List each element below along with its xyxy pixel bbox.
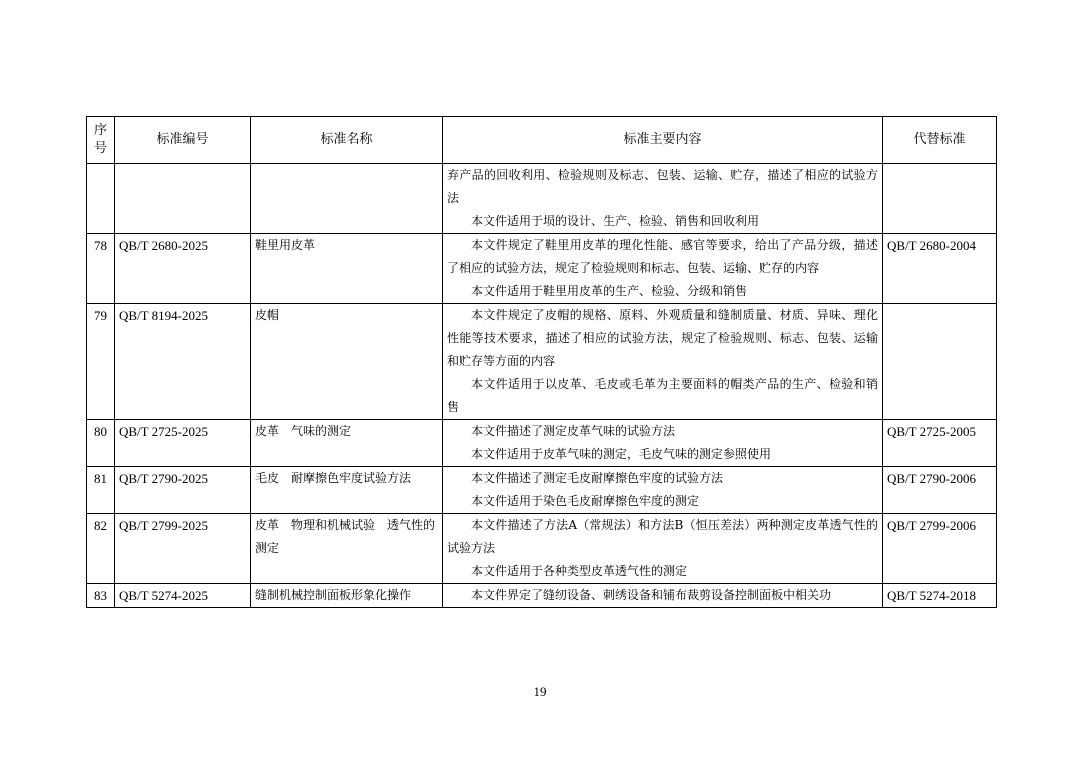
cell-content: [443, 304, 883, 420]
content-paragraph: 本文件描述了方法A（常规法）和方法B（恒压差法）两种测定皮革透气性的试验方法: [447, 518, 878, 555]
cell-code: QB/T 2799-2025: [115, 514, 251, 584]
cell-name: 鞋里用皮革: [251, 234, 443, 304]
table-row: [87, 467, 997, 514]
standards-table: [86, 116, 997, 608]
cell-code: QB/T 5274-2025: [115, 584, 251, 608]
cell-replaced: QB/T 2799-2006: [883, 514, 997, 584]
table-row-continuation: [87, 164, 997, 234]
cell-seq: 82: [87, 514, 115, 584]
cell-seq: 78: [87, 234, 115, 304]
content-paragraph: 本文件适用于各种类型皮革透气性的测定: [471, 564, 688, 578]
cell-seq: [87, 164, 115, 234]
cell-content: [443, 420, 883, 467]
content-paragraph: 本文件规定了鞋里用皮革的理化性能、感官等要求，给出了产品分级，描述了相应的试验方法，规定了检验规则和标志、包装、运输、贮存的内容: [447, 238, 878, 275]
cell-name: 缝制机械控制面板形象化操作: [251, 584, 443, 608]
content-paragraph: 本文件适用于以皮革、毛皮或毛革为主要面料的帽类产品的生产、检验和销售: [447, 377, 878, 414]
table-row: [87, 514, 997, 584]
cell-seq: 81: [87, 467, 115, 514]
cell-replaced: [883, 164, 997, 234]
content-paragraph: 弃产品的回收利用、检验规则及标志、包装、运输、贮存，描述了相应的试验方法: [447, 168, 878, 205]
cell-content: [443, 514, 883, 584]
cell-replaced: QB/T 2790-2006: [883, 467, 997, 514]
cell-seq: 80: [87, 420, 115, 467]
content-paragraph: 本文件适用于染色毛皮耐摩擦色牢度的测定: [471, 494, 700, 508]
cell-seq: 83: [87, 584, 115, 608]
content-paragraph: 本文件规定了皮帽的规格、原料、外观质量和缝制质量、材质、异味、理化性能等技术要求，描述了相应的试验方法，规定了检验规则、标志、包装、运输和贮存等方面的内容: [447, 308, 878, 368]
content-paragraph: 本文件描述了测定毛皮耐摩擦色牢度的试验方法: [471, 471, 724, 485]
cell-code: QB/T 2790-2025: [115, 467, 251, 514]
cell-name: [251, 164, 443, 234]
content-paragraph: 本文件适用于皮革气味的测定，毛皮气味的测定参照使用: [471, 447, 772, 461]
content-paragraph: 本文件界定了缝纫设备、刺绣设备和铺布裁剪设备控制面板中相关功: [471, 588, 832, 602]
cell-code: QB/T 2725-2025: [115, 420, 251, 467]
content-paragraph: 本文件适用于埙的设计、生产、检验、销售和回收利用: [471, 214, 760, 228]
table-header-row: [87, 117, 997, 164]
page-number: 19: [533, 684, 547, 699]
cell-replaced: QB/T 5274-2018: [883, 584, 997, 608]
cell-content: [443, 584, 883, 608]
table-row: [87, 234, 997, 304]
header-seq: 序号: [87, 117, 115, 164]
content-paragraph: 本文件描述了测定皮革气味的试验方法: [471, 424, 676, 438]
header-code: 标准编号: [115, 117, 251, 164]
content-paragraph: 本文件适用于鞋里用皮革的生产、检验、分级和销售: [471, 284, 748, 298]
cell-name: 皮革 气味的测定: [251, 420, 443, 467]
cell-name: 毛皮 耐摩擦色牢度试验方法: [251, 467, 443, 514]
cell-code: [115, 164, 251, 234]
header-name: 标准名称: [251, 117, 443, 164]
cell-replaced: QB/T 2680-2004: [883, 234, 997, 304]
cell-content: [443, 234, 883, 304]
cell-code: QB/T 8194-2025: [115, 304, 251, 420]
cell-replaced: QB/T 2725-2005: [883, 420, 997, 467]
cell-content: [443, 164, 883, 234]
table-row: [87, 304, 997, 420]
cell-name: 皮帽: [251, 304, 443, 420]
cell-content: [443, 467, 883, 514]
header-replaced: 代替标准: [883, 117, 997, 164]
header-content: 标准主要内容: [443, 117, 883, 164]
cell-name: 皮革 物理和机械试验 透气性的测定: [251, 514, 443, 584]
cell-code: QB/T 2680-2025: [115, 234, 251, 304]
table-row: [87, 584, 997, 608]
cell-seq: 79: [87, 304, 115, 420]
table-row: [87, 420, 997, 467]
cell-replaced: [883, 304, 997, 420]
